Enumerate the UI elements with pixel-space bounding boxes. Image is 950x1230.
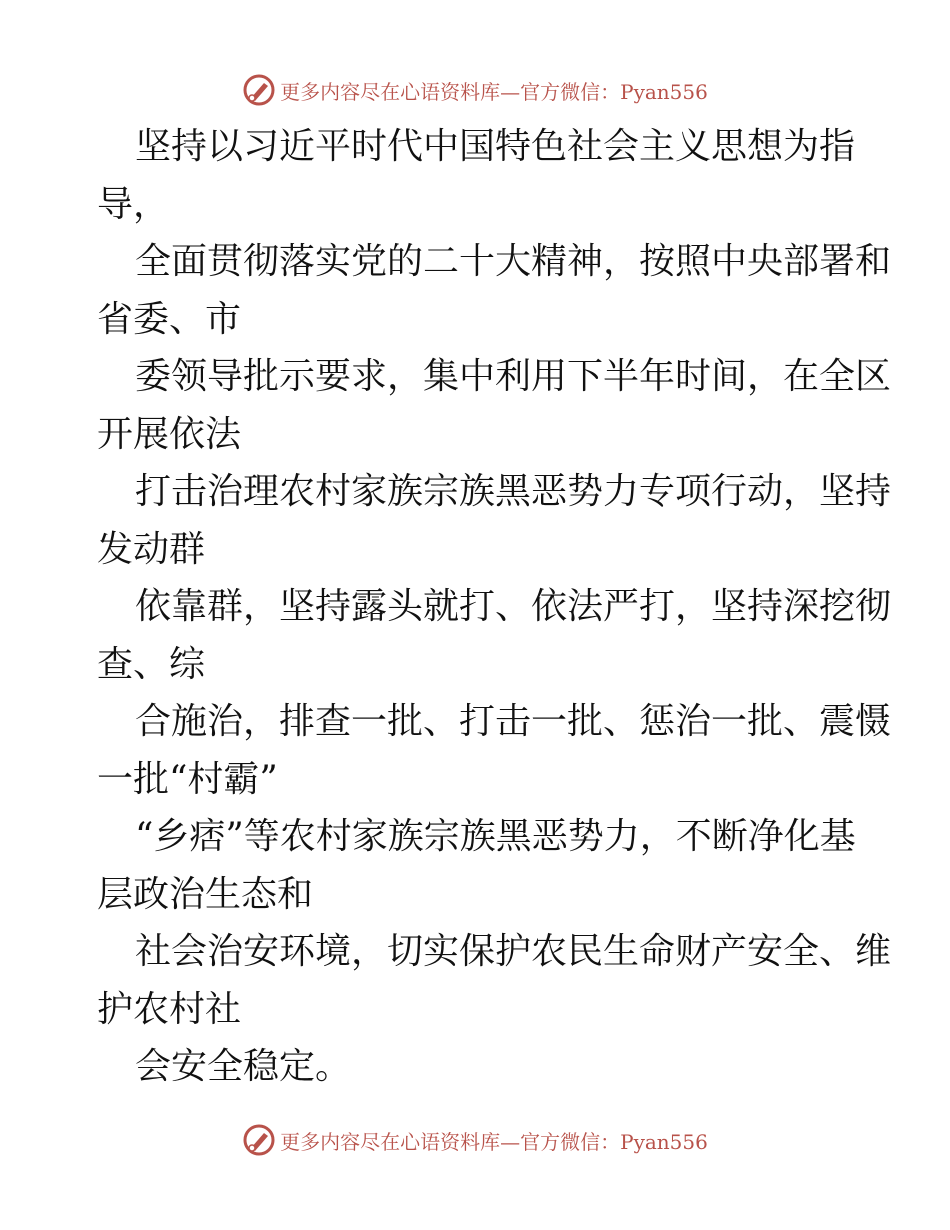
body-line: 导， xyxy=(97,183,170,225)
pen-logo-icon xyxy=(242,1123,276,1157)
body-line: 省委、市 xyxy=(97,298,242,340)
body-line: 会安全稳定。 xyxy=(135,1046,352,1087)
body-line: 依靠群，坚持露头就打、依法严打，坚持深挖彻 xyxy=(135,586,892,627)
body-line: 层政治生态和 xyxy=(97,873,314,915)
body-line: 坚持以习近平时代中国特色社会主义思想为指 xyxy=(135,126,856,167)
body-line: 发动群 xyxy=(97,528,206,570)
body-line: 查、综 xyxy=(97,643,206,685)
body-line: 全面贯彻落实党的二十大精神，按照中央部署和 xyxy=(135,241,892,282)
body-line: “乡痞”等农村家族宗族黑恶势力，不断净化基 xyxy=(135,816,856,857)
footer-watermark xyxy=(242,1123,708,1157)
footer-watermark-banner xyxy=(0,1120,950,1160)
watermark-text: 更多内容尽在心语资料库—官方微信：Pyan556 xyxy=(280,1129,708,1154)
body-line: 打击治理农村家族宗族黑恶势力专项行动，坚持 xyxy=(135,471,892,512)
document-body xyxy=(97,118,892,1096)
body-line: 开展依法 xyxy=(97,413,242,455)
pen-logo-icon xyxy=(242,73,276,107)
watermark-text: 更多内容尽在心语资料库—官方微信：Pyan556 xyxy=(280,79,708,104)
body-line: 合施治，排查一批、打击一批、惩治一批、震慑 xyxy=(135,701,892,742)
header-watermark-banner xyxy=(0,70,950,110)
body-line: 委领导批示要求，集中利用下半年时间，在全区 xyxy=(135,356,892,397)
header-watermark xyxy=(242,73,708,107)
body-line: 社会治安环境，切实保护农民生命财产安全、维 xyxy=(135,931,892,972)
body-line: 护农村社 xyxy=(97,988,242,1030)
body-line: 一批“村霸” xyxy=(97,758,278,800)
